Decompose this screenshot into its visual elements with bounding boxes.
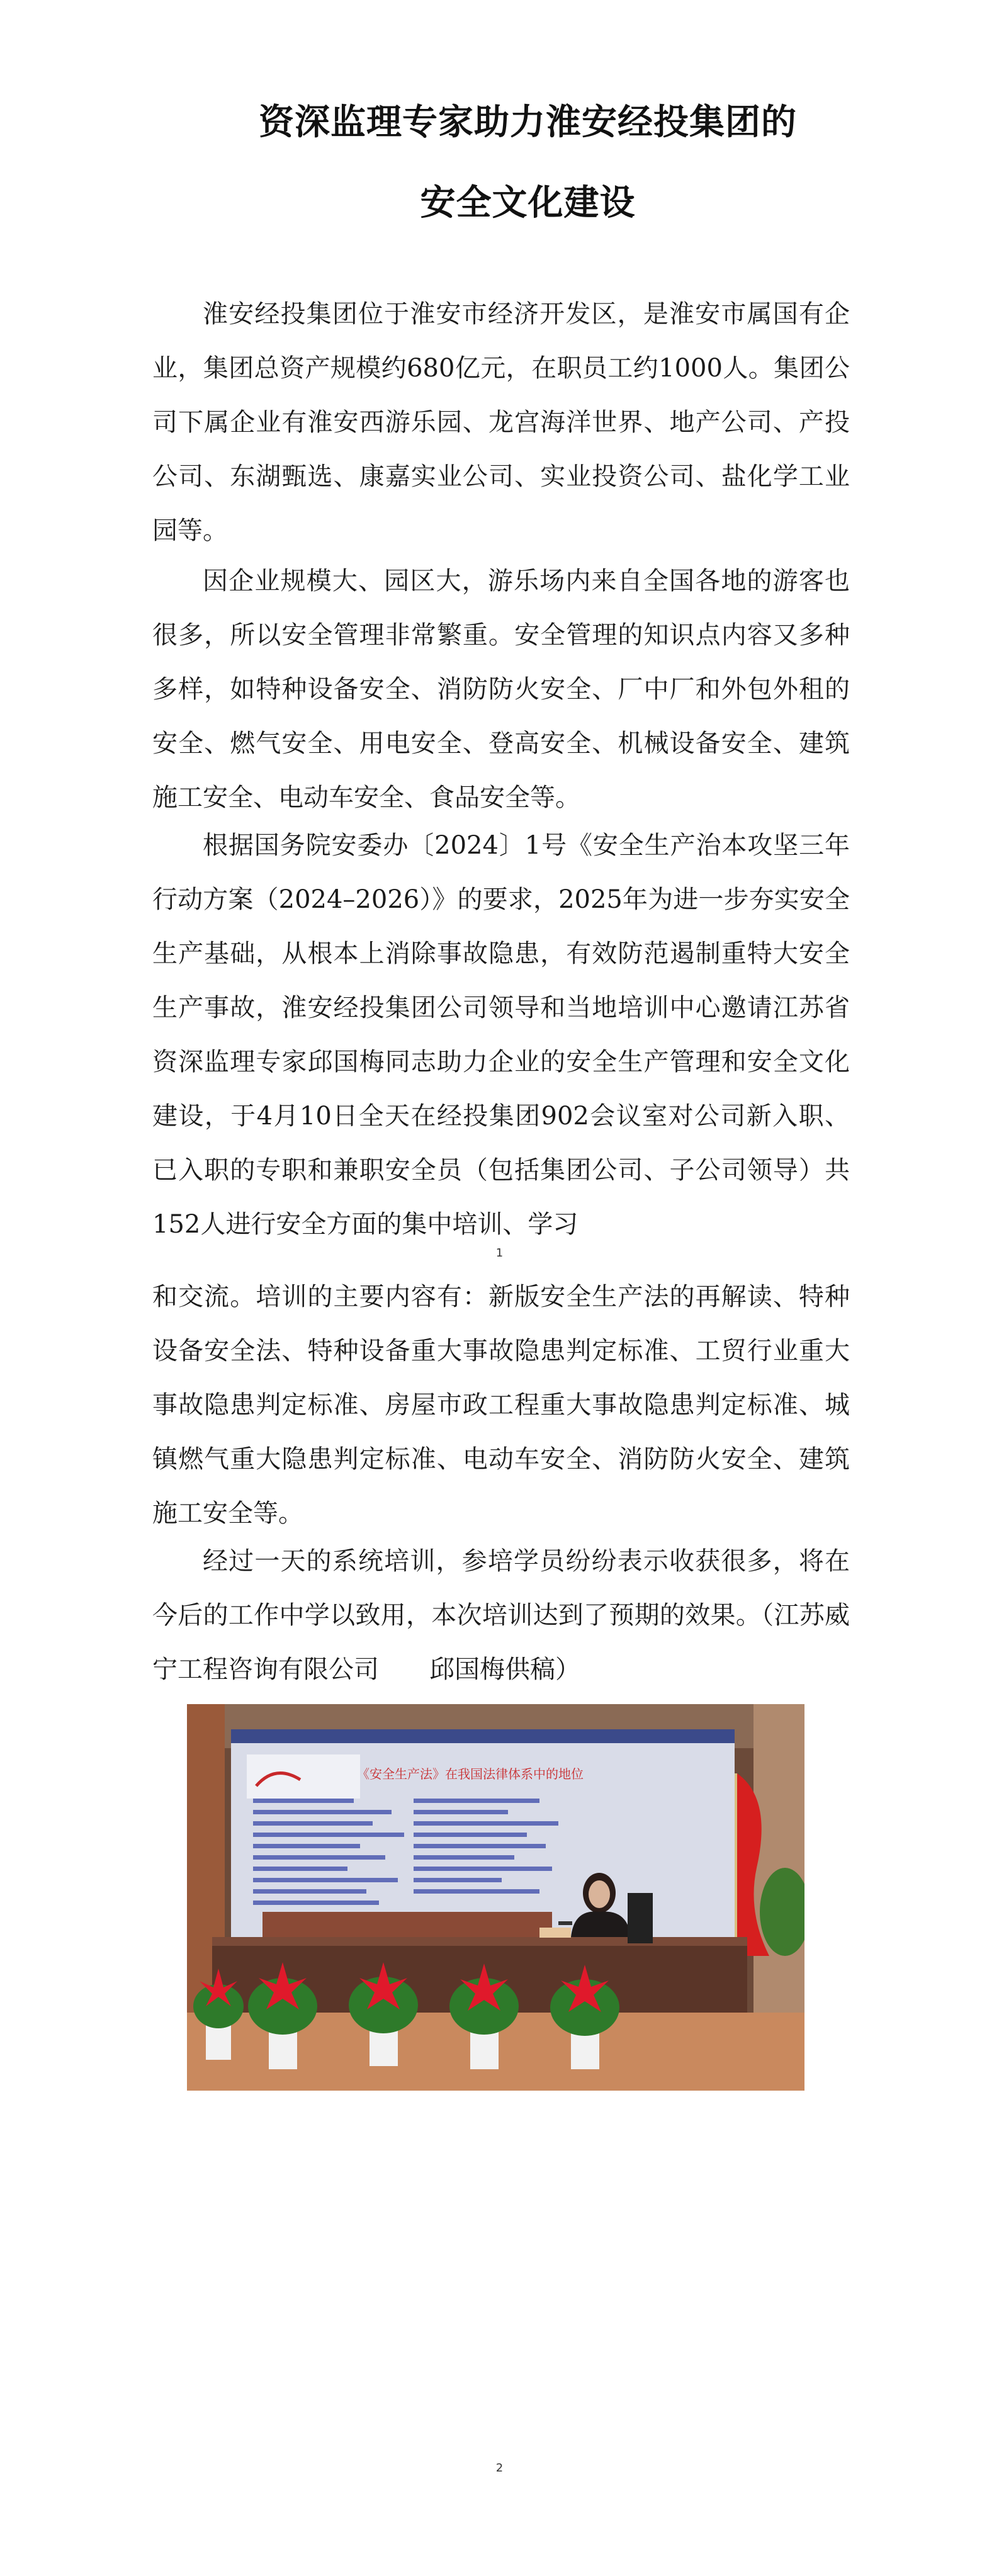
paragraph-training-background: 根据国务院安委办〔2024〕1号《安全生产治本攻坚三年行动方案（2024–2026）》的要求，2025年为进一步夯实安全生产基础，从根本上消除事故隐患，有效防范遏制重特大安全生产事故，淮安经投集团公司领导和当地培训中心邀请江苏省资深监理专家邱国梅同志助力企业的安全生产管理和安全文化建设，于4月10日全天在经投集团902会议室对公司新入职、已入职的专职和兼职安全员（包括集团公司、子公司领导）共152人进行安全方面的集中培训、学习	[152, 831, 850, 1239]
screen-slide-title: 《安全生产法》在我国法律体系中的地位	[357, 1766, 584, 1782]
paragraph-safety-management: 因企业规模大、园区大，游乐场内来自全国各地的游客也很多，所以安全管理非常繁重。安全管理的知识点内容又多种多样，如特种设备安全、消防防火安全、厂中厂和外包外租的安全、燃气安全、用电安全、登高安全、机械设备安全、建筑施工安全、电动车安全、食品安全等。	[152, 567, 850, 812]
document-title-line-1: 资深监理专家助力淮安经投集团的	[259, 101, 797, 143]
paragraph-intro: 淮安经投集团位于淮安市经济开发区，是淮安市属国有企业，集团总资产规模约680亿元，在职员工约1000人。集团公司下属企业有淮安西游乐园、龙宫海洋世界、地产公司、产投公司、东湖甄选、康嘉实业公司、实业投资公司、盐化学工业园等。	[152, 300, 850, 545]
page-number: 2	[495, 2461, 504, 2475]
paragraph-training-content: 和交流。培训的主要内容有：新版安全生产法的再解读、特种设备安全法、特种设备重大事故隐患判定标准、工贸行业重大事故隐患判定标准、房屋市政工程重大事故隐患判定标准、城镇燃气重大隐患判定标准、电动车安全、消防防火安全、建筑施工安全等。	[152, 1282, 850, 1528]
document-title-line-2: 安全文化建设	[420, 182, 636, 223]
page-number: 1	[495, 1246, 504, 1260]
paragraph-conclusion: 经过一天的系统培训，参培学员纷纷表示收获很多，将在今后的工作中学以致用，本次培训达到了预期的效果。（江苏威宁工程咨询有限公司 邱国梅供稿）	[152, 1547, 850, 1684]
training-photo	[187, 1704, 804, 2091]
